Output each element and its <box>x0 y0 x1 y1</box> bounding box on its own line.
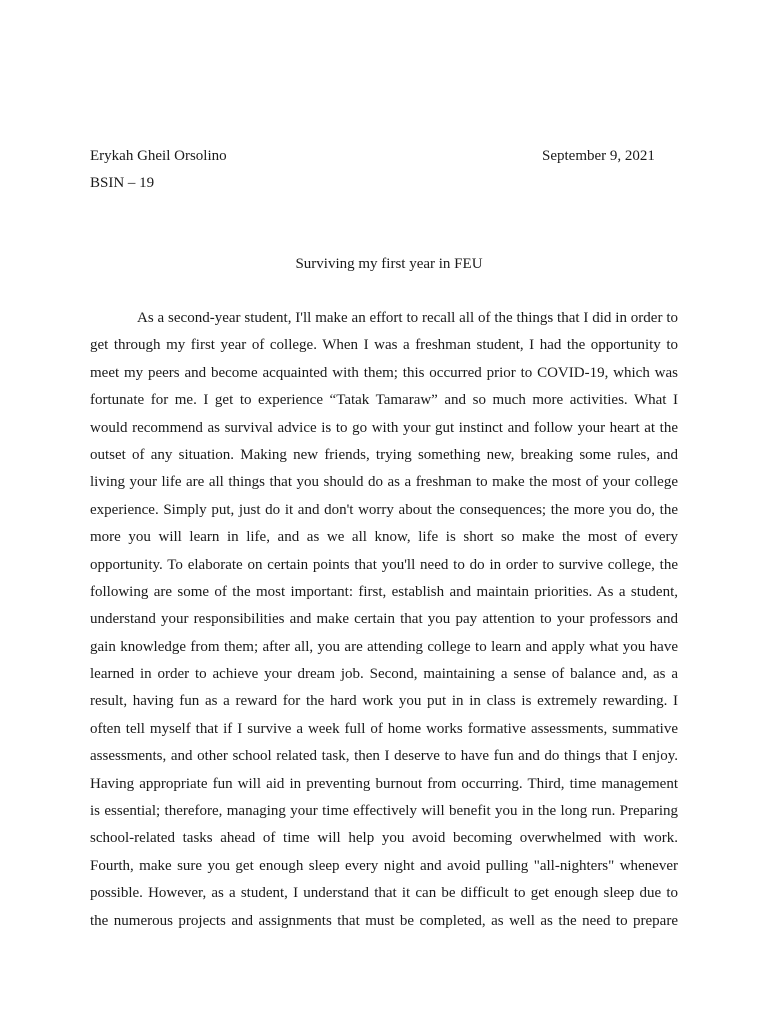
body-line: get through my first year of college. When I was a freshman student, I had the opportunity to <box>90 337 678 354</box>
body-line: fortunate for me. I get to experience “Tatak Tamaraw” and so much more activities. What I <box>90 392 678 409</box>
body-line: often tell myself that if I survive a week full of home works formative assessments, summative <box>90 720 678 737</box>
body-line: outset of any situation. Making new friends, trying something new, breaking some rules, and <box>90 446 678 463</box>
body-line: As a second-year student, I'll make an effort to recall all of the things that I did in order to <box>137 310 678 326</box>
body-line: learned in order to achieve your dream job. Second, maintaining a sense of balance and, as a <box>90 666 678 683</box>
essay-title: Surviving my first year in FEU <box>295 256 483 272</box>
body-line: more you will learn in life, and as we all know, life is short so make the most of every <box>90 529 678 546</box>
body-line: would recommend as survival advice is to go with your gut instinct and follow your heart at the <box>90 419 678 436</box>
essay-body <box>90 308 690 938</box>
body-line: meet my peers and become acquainted with them; this occurred prior to COVID-19, which was <box>90 364 678 381</box>
body-line: the numerous projects and assignments that must be completed, as well as the need to prepare <box>90 912 678 929</box>
author-name: Erykah Gheil Orsolino <box>90 148 227 164</box>
body-line: is essential; therefore, managing your time effectively will benefit you in the long run. Preparing <box>90 803 678 820</box>
body-line: Fourth, make sure you get enough sleep every night and avoid pulling "all-nighters" whenever <box>90 857 678 874</box>
body-line: understand your responsibilities and make certain that you pay attention to your professors and <box>90 611 678 628</box>
body-line: Having appropriate fun will aid in preventing burnout from occurring. Third, time management <box>90 775 678 792</box>
section-code: BSIN – 19 <box>90 175 155 191</box>
body-line: result, having fun as a reward for the hard work you put in in class is extremely rewarding. I <box>90 693 678 710</box>
body-line: opportunity. To elaborate on certain points that you'll need to do in order to survive college, the <box>90 556 678 573</box>
document-date: September 9, 2021 <box>542 148 655 164</box>
body-line: assessments, and other school related task, then I deserve to have fun and do things that I enjoy. <box>90 748 678 765</box>
body-line: experience. Simply put, just do it and don't worry about the consequences; the more you do, the <box>90 501 678 518</box>
body-line: gain knowledge from them; after all, you are attending college to learn and apply what you have <box>90 638 678 655</box>
body-line: following are some of the most important: first, establish and maintain priorities. As a student, <box>90 583 678 600</box>
body-line: living your life are all things that you should do as a freshman to make the most of your college <box>90 474 678 491</box>
body-line: possible. However, as a student, I understand that it can be difficult to get enough sleep due to <box>90 885 678 902</box>
body-line: school-related tasks ahead of time will help you avoid becoming overwhelmed with work. <box>90 830 678 847</box>
